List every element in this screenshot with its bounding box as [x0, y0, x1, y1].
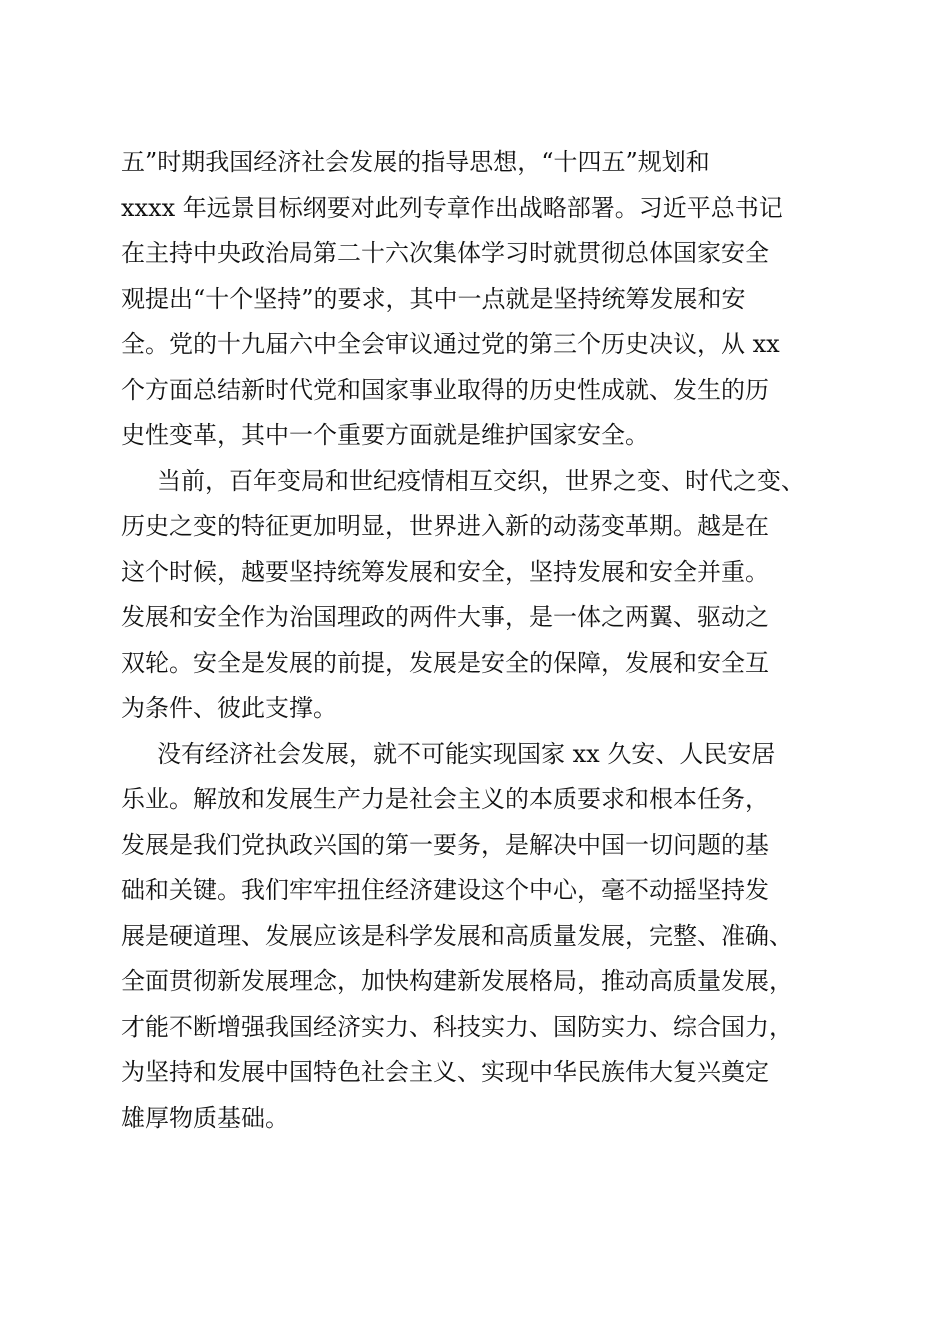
- text-line: 雄厚物质基础。: [121, 1103, 289, 1132]
- text-line: 五”时期我国经济社会发展的指导思想，“十四五”规划和: [121, 148, 710, 176]
- text-line: 历史之变的特征更加明显，世界进入新的动荡变革期。越是在: [121, 512, 769, 540]
- text-line: 展是硬道理、发展应该是科学发展和高质量发展，完整、准确、: [121, 921, 793, 950]
- document-body: [121, 140, 836, 1141]
- text-line: 观提出“十个坚持”的要求，其中一点就是坚持统筹发展和安: [121, 284, 746, 313]
- text-line: 础和关键。我们牢牢扭住经济建设这个中心，毫不动摇坚持发: [121, 876, 769, 904]
- text-line: 当前，百年变局和世纪疫情相互交织，世界之变、时代之变、: [157, 466, 805, 495]
- text-line: 这个时候，越要坚持统筹发展和安全，坚持发展和安全并重。: [121, 557, 769, 586]
- text-line: 为条件、彼此支撑。: [121, 694, 337, 722]
- text-line: xxxx 年远景目标纲要对此列专章作出战略部署。习近平总书记: [121, 193, 783, 222]
- text-line: 在主持中央政治局第二十六次集体学习时就贯彻总体国家安全: [121, 239, 769, 267]
- paragraph-3: [121, 732, 836, 1142]
- text-line: 全。党的十九届六中全会审议通过党的第三个历史决议，从 xx: [121, 330, 780, 358]
- text-line: 没有经济社会发展，就不可能实现国家 xx 久安、人民安居: [157, 739, 776, 768]
- text-line: 双轮。安全是发展的前提，发展是安全的保障，发展和安全互: [121, 648, 769, 677]
- text-line: 才能不断增强我国经济实力、科技实力、国防实力、综合国力，: [121, 1012, 793, 1041]
- text-line: 个方面总结新时代党和国家事业取得的历史性成就、发生的历: [121, 375, 769, 404]
- paragraph-1: [121, 140, 836, 459]
- text-line: 为坚持和发展中国特色社会主义、实现中华民族伟大复兴奠定: [121, 1058, 769, 1086]
- text-line: 发展是我们党执政兴国的第一要务，是解决中国一切问题的基: [121, 830, 769, 859]
- text-line: 发展和安全作为治国理政的两件大事，是一体之两翼、驱动之: [121, 603, 769, 631]
- text-line: 全面贯彻新发展理念，加快构建新发展格局，推动高质量发展，: [121, 967, 793, 995]
- paragraph-2: [121, 459, 836, 732]
- text-line: 乐业。解放和发展生产力是社会主义的本质要求和根本任务，: [121, 785, 769, 813]
- text-line: 史性变革，其中一个重要方面就是维护国家安全。: [121, 421, 649, 449]
